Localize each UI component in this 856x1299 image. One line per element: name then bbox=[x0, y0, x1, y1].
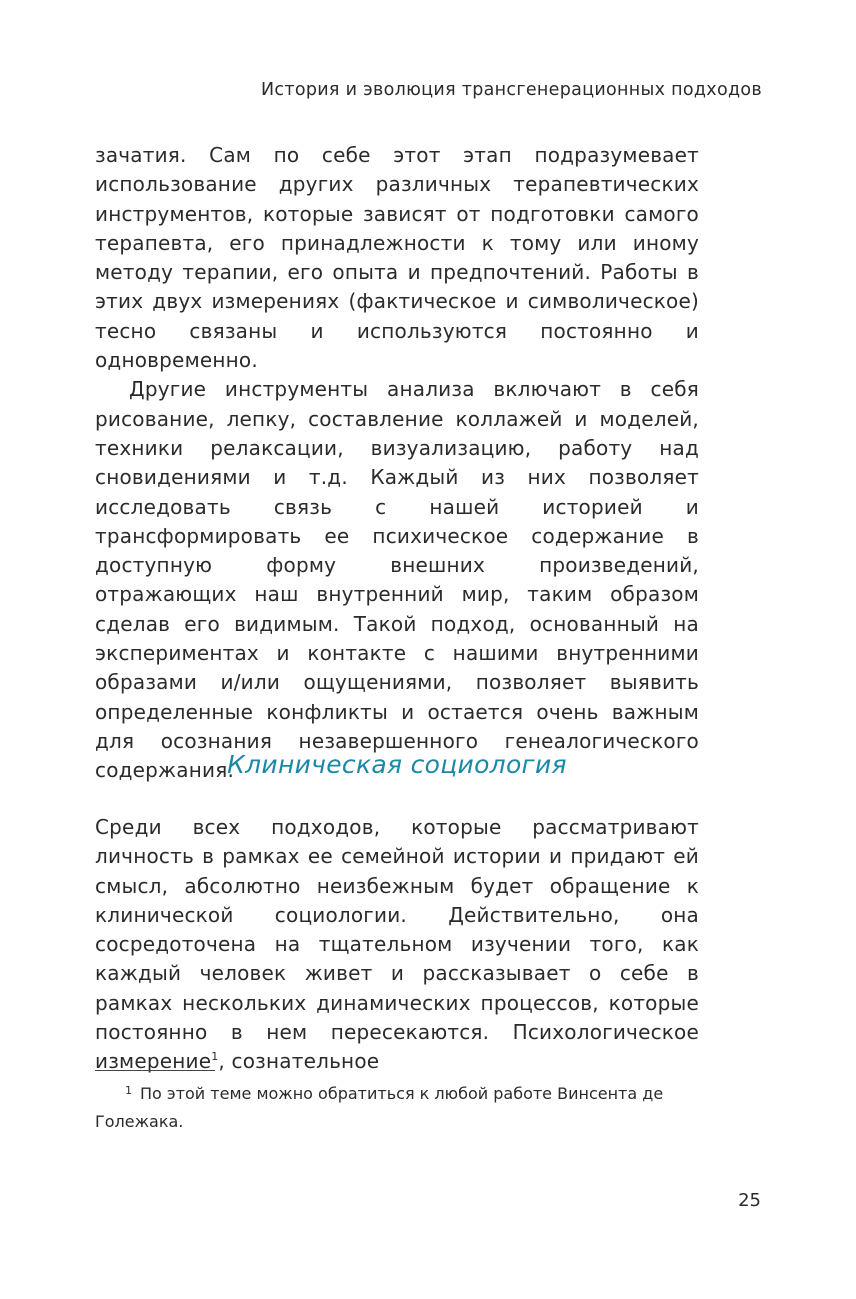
section-paragraph-text: Среди всех подходов, которые рассматривают личность в рамках ее семейной истории и придают ей смысл, абсолютно неизбежным будет обращение к клинической социологии. Действительно, она сосредоточена на тщательном изучении того, как каждый человек живет и рассказывает о себе в рамках нескольких динамических процессов, которые постоянно в нем пересекаются. Психологическое измерение bbox=[95, 815, 699, 1074]
section-text bbox=[95, 813, 699, 1077]
footnote: 1 По этой теме можно обратиться к любой работе Винсента де Голежака. bbox=[95, 1084, 664, 1131]
running-header: История и эволюция трансгенерационных подходов bbox=[261, 80, 762, 100]
footnote-text: По этой теме можно обратиться к любой работе Винсента де Голежака. bbox=[95, 1084, 664, 1131]
main-text bbox=[95, 141, 699, 786]
section-paragraph bbox=[95, 813, 699, 1077]
footnote-divider bbox=[95, 1070, 215, 1071]
page-number: 25 bbox=[738, 1190, 761, 1211]
body-paragraph-1: зачатия. Сам по себе этот этап подразумевает использование других различных терапевтических инструментов, которые зависят от подготовки самого терапевта, его принадлежности к тому или иному методу терапии, его опыта и предпочтений. Работы в этих двух измерениях (фактическое и символическое) тесно связаны и используются постоянно и одновременно. bbox=[95, 143, 699, 373]
body-paragraph-2: Другие инструменты анализа включают в себя рисование, лепку, составление коллажей и моделей, техники релаксации, визуализацию, работу над сновидениями и т.д. Каждый из них позволяет исследовать связь с нашей историей и трансформировать ее психическое содержание в доступную форму внешних произведений, отражающих наш внутренний мир, таким образом сделав его видимым. Такой подход, основанный на экспериментах и контакте с нашими внутренними образами и/или ощущениями, позволяет выявить определенные конфликты и остается очень важным для осознания незавершенного генеалогического содержания. bbox=[95, 377, 699, 783]
section-paragraph-tail: , сознательное bbox=[218, 1049, 380, 1074]
section-heading: Клиническая социология bbox=[227, 750, 567, 779]
footnote-reference[interactable]: 1 bbox=[211, 1050, 219, 1064]
